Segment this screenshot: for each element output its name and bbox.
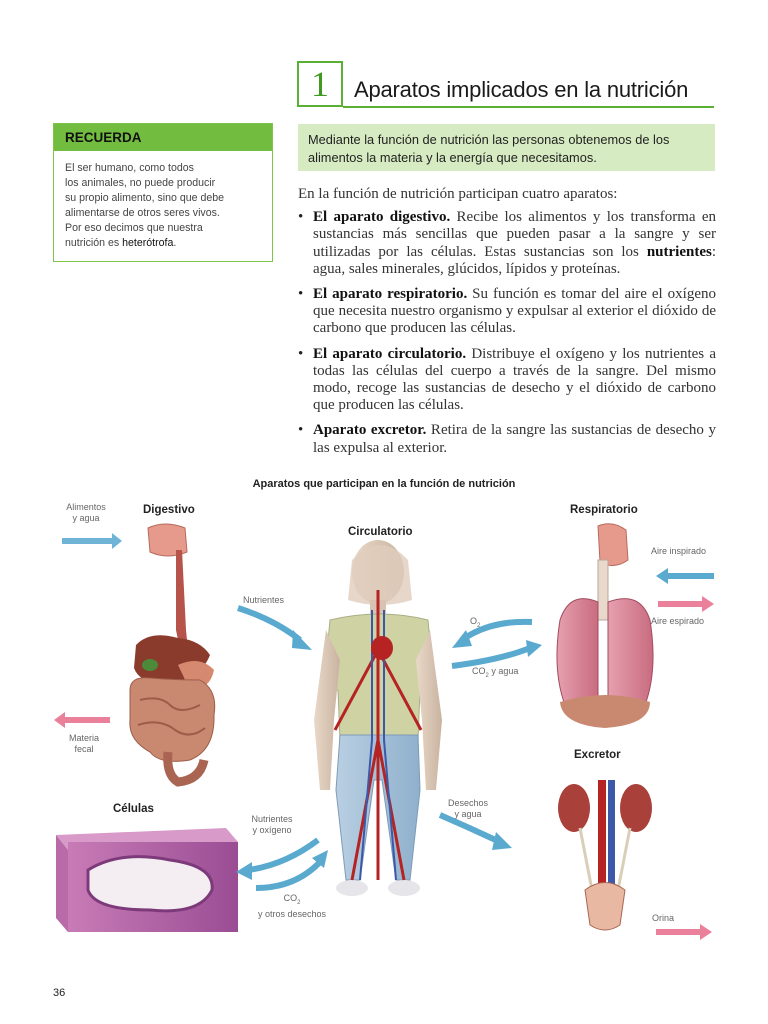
recuerda-line: Por eso decimos que nuestra [65, 222, 203, 234]
section-number: 1 [297, 61, 343, 107]
arrow-co2-head [526, 640, 542, 657]
label-aire-espirado: Aire espirado [651, 616, 705, 626]
cells-illustration [56, 828, 238, 932]
label-nutrientes: Nutrientes [243, 595, 285, 605]
label-desechos: Desechos y agua [447, 798, 489, 819]
recuerda-line: los animales, no puede producir [65, 177, 216, 189]
arrow-orina-head [700, 924, 712, 940]
label-alimentos: Alimentos y agua [66, 502, 106, 523]
intro-highlight: Mediante la función de nutrición las personas obtenemos de los alimentos la materia y la energía que necesitamos. [298, 124, 715, 171]
label-co2-agua: $CO_2$ y agua [472, 666, 519, 679]
arrow-aire-espirado-head [702, 596, 714, 612]
list-item-circulatorio: • El aparato circulatorio. Distribuye el oxígeno y los nutrientes a todas las células del cuerpo a través de la sangre. Del mismo modo, recoge las sustancias de desecho y el dióxido de carbono que producen las células. [298, 346, 716, 415]
arrow-nutrientes [238, 608, 300, 640]
arrow-desechos-head [492, 832, 512, 850]
label-digestivo: Digestivo [143, 504, 195, 516]
arrow-aire-inspirado-head [656, 568, 668, 584]
recuerda-line: nutrición es heterótrofa. [65, 237, 177, 249]
aparatos-list [298, 209, 716, 457]
arrow-nutrientes-oxigeno [248, 840, 318, 870]
heterotrofa-term: heterótrofa [122, 237, 174, 249]
arrow-materia-fecal-head [54, 712, 65, 728]
label-nutrientes-oxigeno: Nutrientes y oxígeno [251, 814, 293, 835]
body-text [298, 186, 716, 465]
recuerda-line: su propio alimento, sino que debe [65, 192, 225, 204]
label-aire-inspirado: Aire inspirado [651, 546, 707, 556]
title-divider [343, 106, 714, 108]
page-number: 36 [53, 987, 66, 999]
label-orina: Orina [652, 913, 675, 923]
label-excretor: Excretor [574, 749, 621, 761]
label-circulatorio: Circulatorio [348, 526, 413, 538]
arrow-nutrientes-oxigeno-head [236, 862, 252, 880]
recuerda-line: alimentarse de otros seres vivos. [65, 207, 220, 219]
respiratory-system-illustration [557, 524, 653, 728]
list-item-excretor: • Aparato excretor. Retira de la sangre las sustancias de desecho y las expulsa al exterior. [298, 422, 716, 456]
recuerda-title: RECUERDA [54, 124, 272, 151]
label-o2: $O_2$ [470, 616, 481, 629]
list-item-digestivo: • El aparato digestivo. Recibe los alimentos y los transforma en sustancias más sencillas que pueden pasar a la sangre y ser utilizadas por las células. Estas sustancias son los nutrientes: agua, sales minerales, glúcidos, lípidos y proteínas. [298, 209, 716, 278]
label-co2-desechos: $CO_2$ y otros desechos [257, 893, 327, 919]
arrow-co2 [452, 648, 530, 666]
list-item-respiratorio: • El aparato respiratorio. Su función es tomar del aire el oxígeno que necesita nuestro organismo y expulsar al exterior el dióxido de carbono que producen las células. [298, 286, 716, 338]
arrow-alimentos-head [112, 533, 122, 549]
recuerda-text [54, 151, 272, 251]
digestive-system-illustration [130, 524, 215, 782]
recuerda-line: El ser humano, como todos [65, 162, 194, 174]
label-materia-fecal: Materia fecal [68, 733, 99, 754]
figure-title: Aparatos que participan en la función de nutrición [252, 478, 516, 490]
label-celulas: Células [113, 803, 154, 815]
arrow-nutrientes-head [292, 630, 312, 650]
nutrition-illustration [0, 490, 768, 960]
label-respiratorio: Respiratorio [570, 504, 638, 516]
circulatory-system-illustration [314, 540, 442, 896]
page-title: Aparatos implicados en la nutrición [354, 77, 689, 102]
body-lead: En la función de nutrición participan cuatro aparatos: [298, 186, 618, 202]
recuerda-box [53, 123, 273, 262]
excretory-system-illustration [558, 780, 652, 930]
